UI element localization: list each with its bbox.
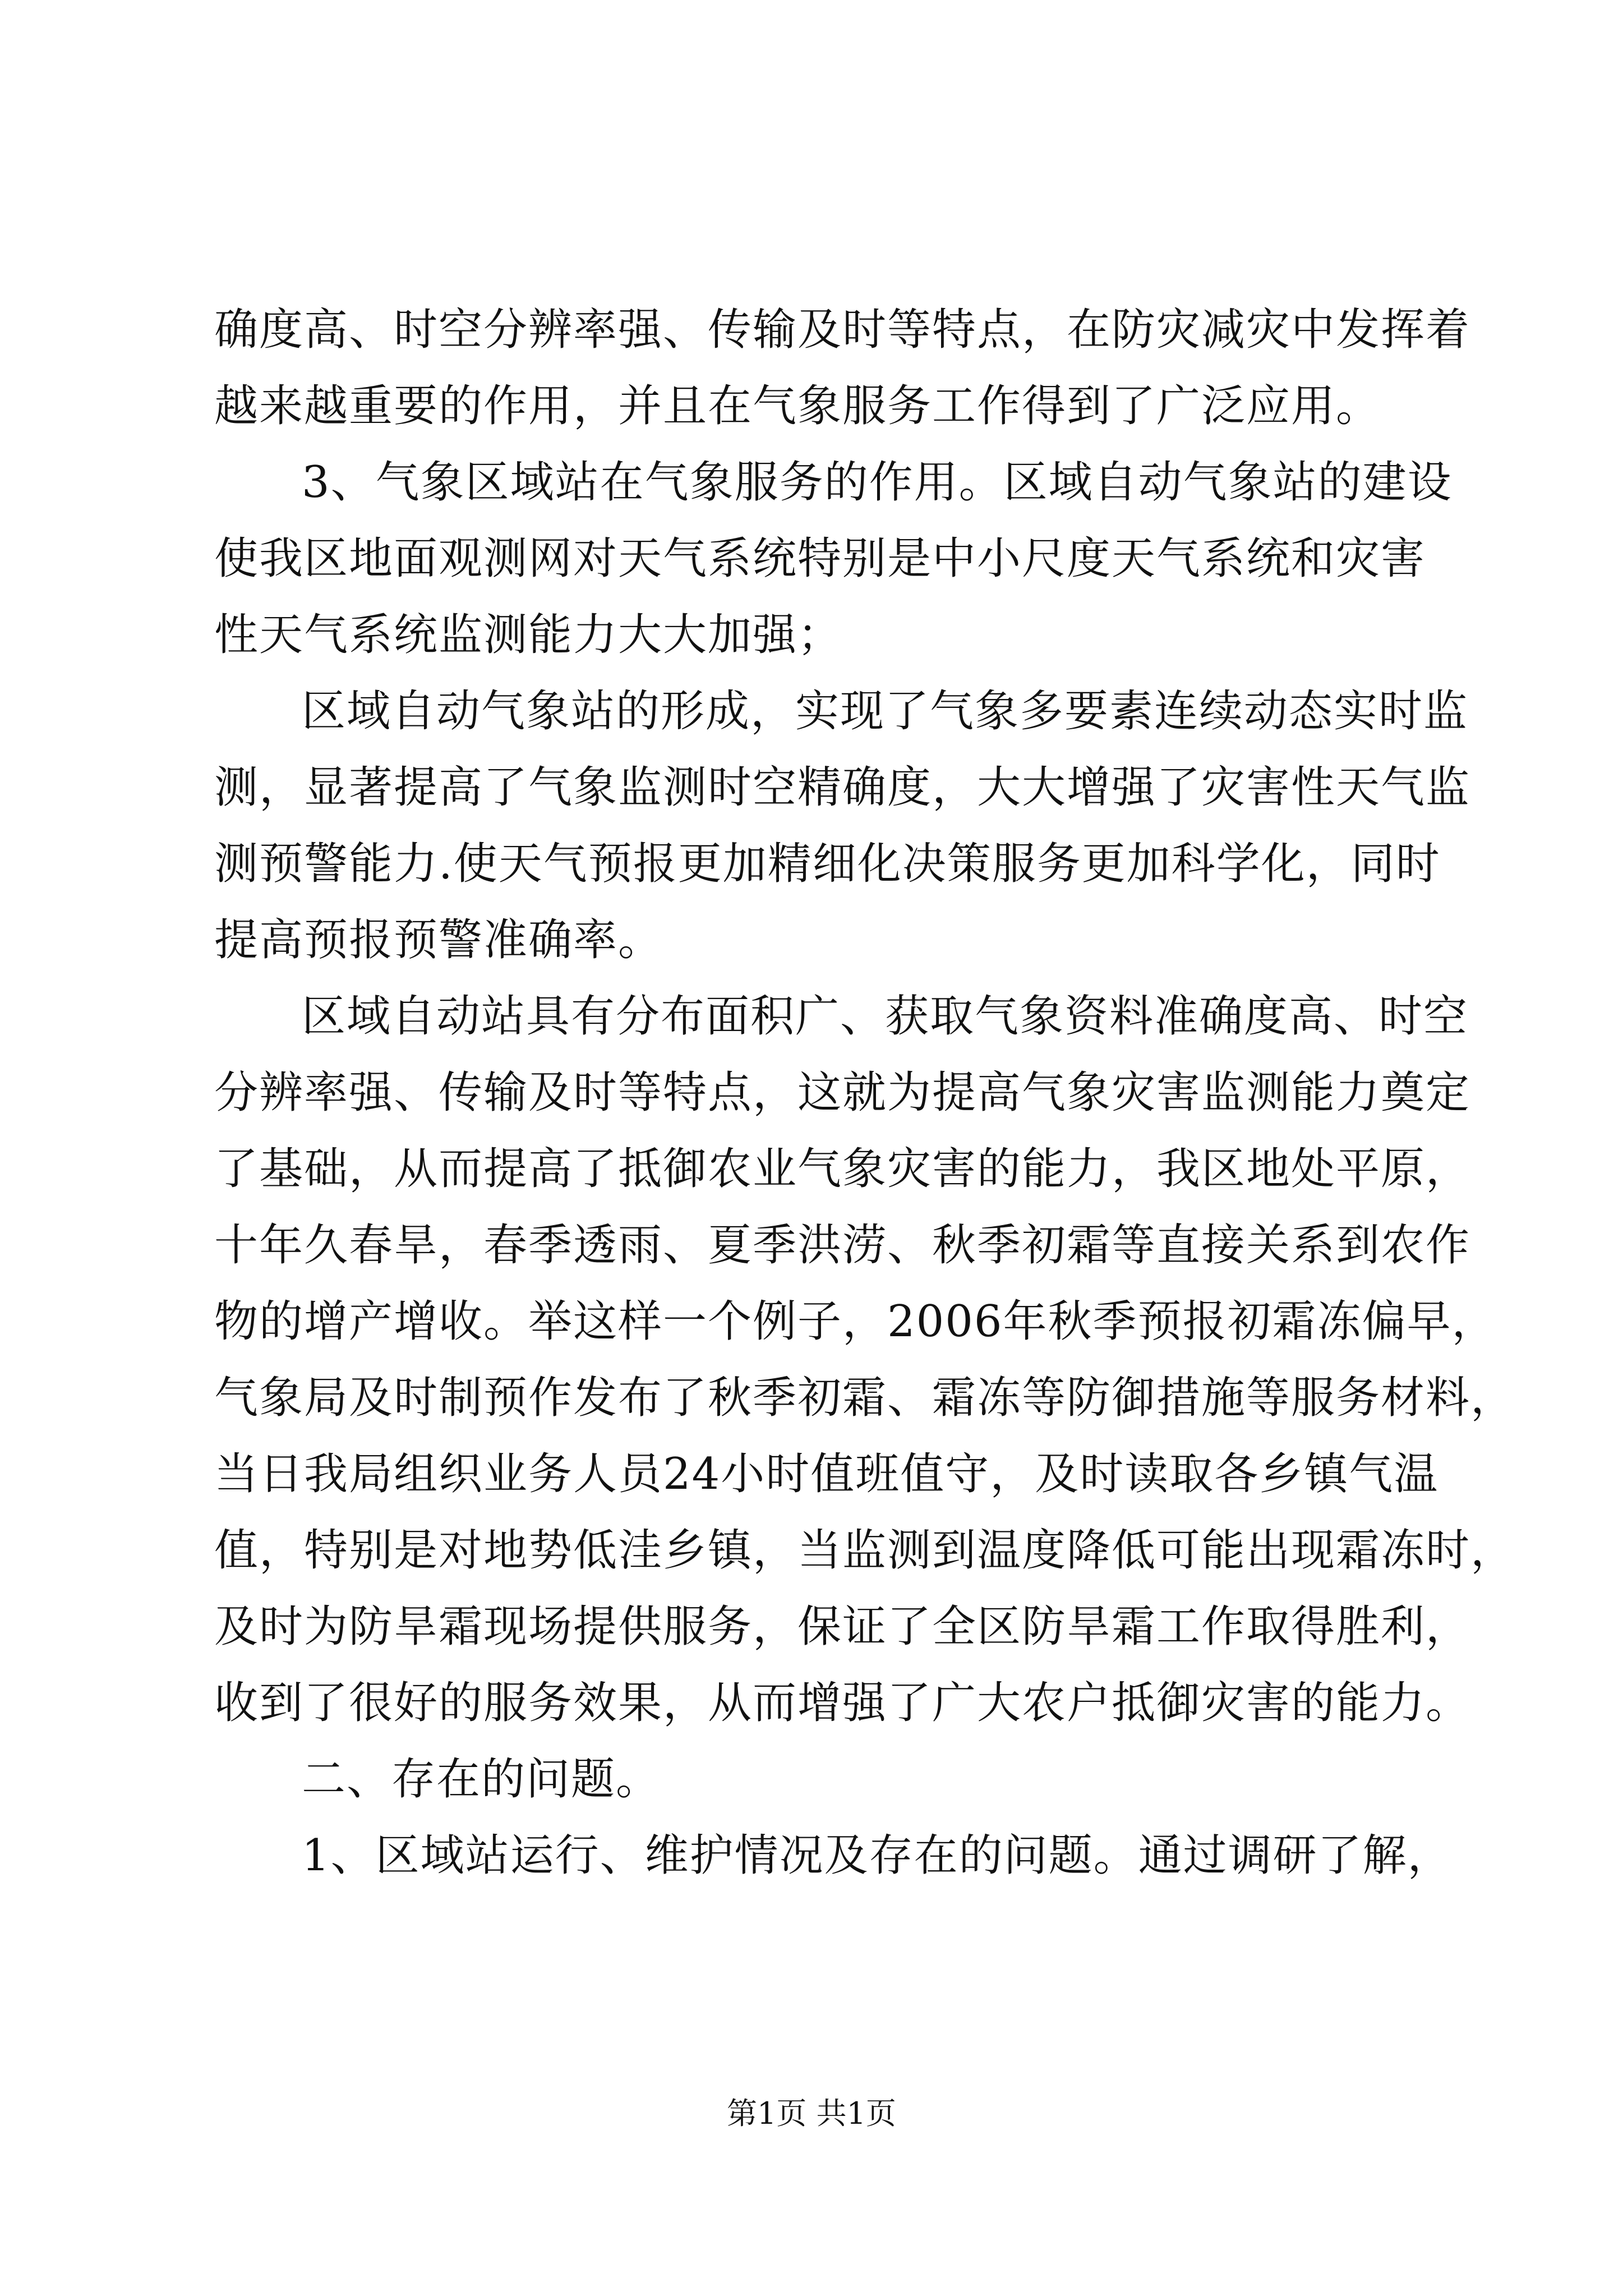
text-line: 当日我局组织业务人员24小时值班值守，及时读取各乡镇气温	[214, 1449, 1439, 1499]
text-line: 测，显著提高了气象监测时空精确度，大大增强了灾害性天气监	[214, 762, 1471, 813]
text-line: 确度高、时空分辨率强、传输及时等特点，在防灾减灾中发挥着	[214, 305, 1471, 355]
text-line: 及时为防旱霜现场提供服务，保证了全区防旱霜工作取得胜利，	[214, 1602, 1471, 1652]
page-number-label: 第1页 共1页	[727, 2096, 896, 2131]
text-line: 区域自动站具有分布面积广、获取气象资料准确度高、时空	[302, 991, 1469, 1042]
body-text	[214, 292, 1516, 1894]
text-line: 物的增产增收。举这样一个例子，2006年秋季预报初霜冻偏早，	[214, 1296, 1497, 1347]
page-footer	[0, 2096, 1623, 2132]
text-line: 越来越重要的作用，并且在气象服务工作得到了广泛应用。	[214, 381, 1381, 431]
text-line: 提高预报预警准确率。	[214, 915, 663, 965]
text-line: 气象局及时制预作发布了秋季初霜、霜冻等防御措施等服务材料，	[214, 1373, 1516, 1423]
text-line: 性天气系统监测能力大大加强；	[214, 610, 843, 660]
text-line: 区域自动气象站的形成，实现了气象多要素连续动态实时监	[302, 686, 1469, 737]
text-line: 1、区域站运行、维护情况及存在的问题。通过调研了解，	[302, 1830, 1453, 1881]
text-line: 使我区地面观测网对天气系统特别是中小尺度天气系统和灾害	[214, 533, 1426, 584]
text-line: 分辨率强、传输及时等特点，这就为提高气象灾害监测能力奠定	[214, 1068, 1471, 1118]
section-heading: 二、存在的问题。	[302, 1754, 661, 1805]
text-line: 十年久春旱，春季透雨、夏季洪涝、秋季初霜等直接关系到农作	[214, 1220, 1471, 1271]
text-line: 收到了很好的服务效果，从而增强了广大农户抵御灾害的能力。	[214, 1678, 1471, 1728]
text-line: 了基础，从而提高了抵御农业气象灾害的能力，我区地处平原，	[214, 1144, 1471, 1194]
text-line: 测预警能力.使天气预报更加精细化决策服务更加科学化，同时	[214, 839, 1441, 889]
text-line: 值，特别是对地势低洼乡镇，当监测到温度降低可能出现霜冻时，	[214, 1525, 1516, 1576]
text-line: 3、气象区域站在气象服务的作用。区域自动气象站的建设	[302, 457, 1453, 508]
